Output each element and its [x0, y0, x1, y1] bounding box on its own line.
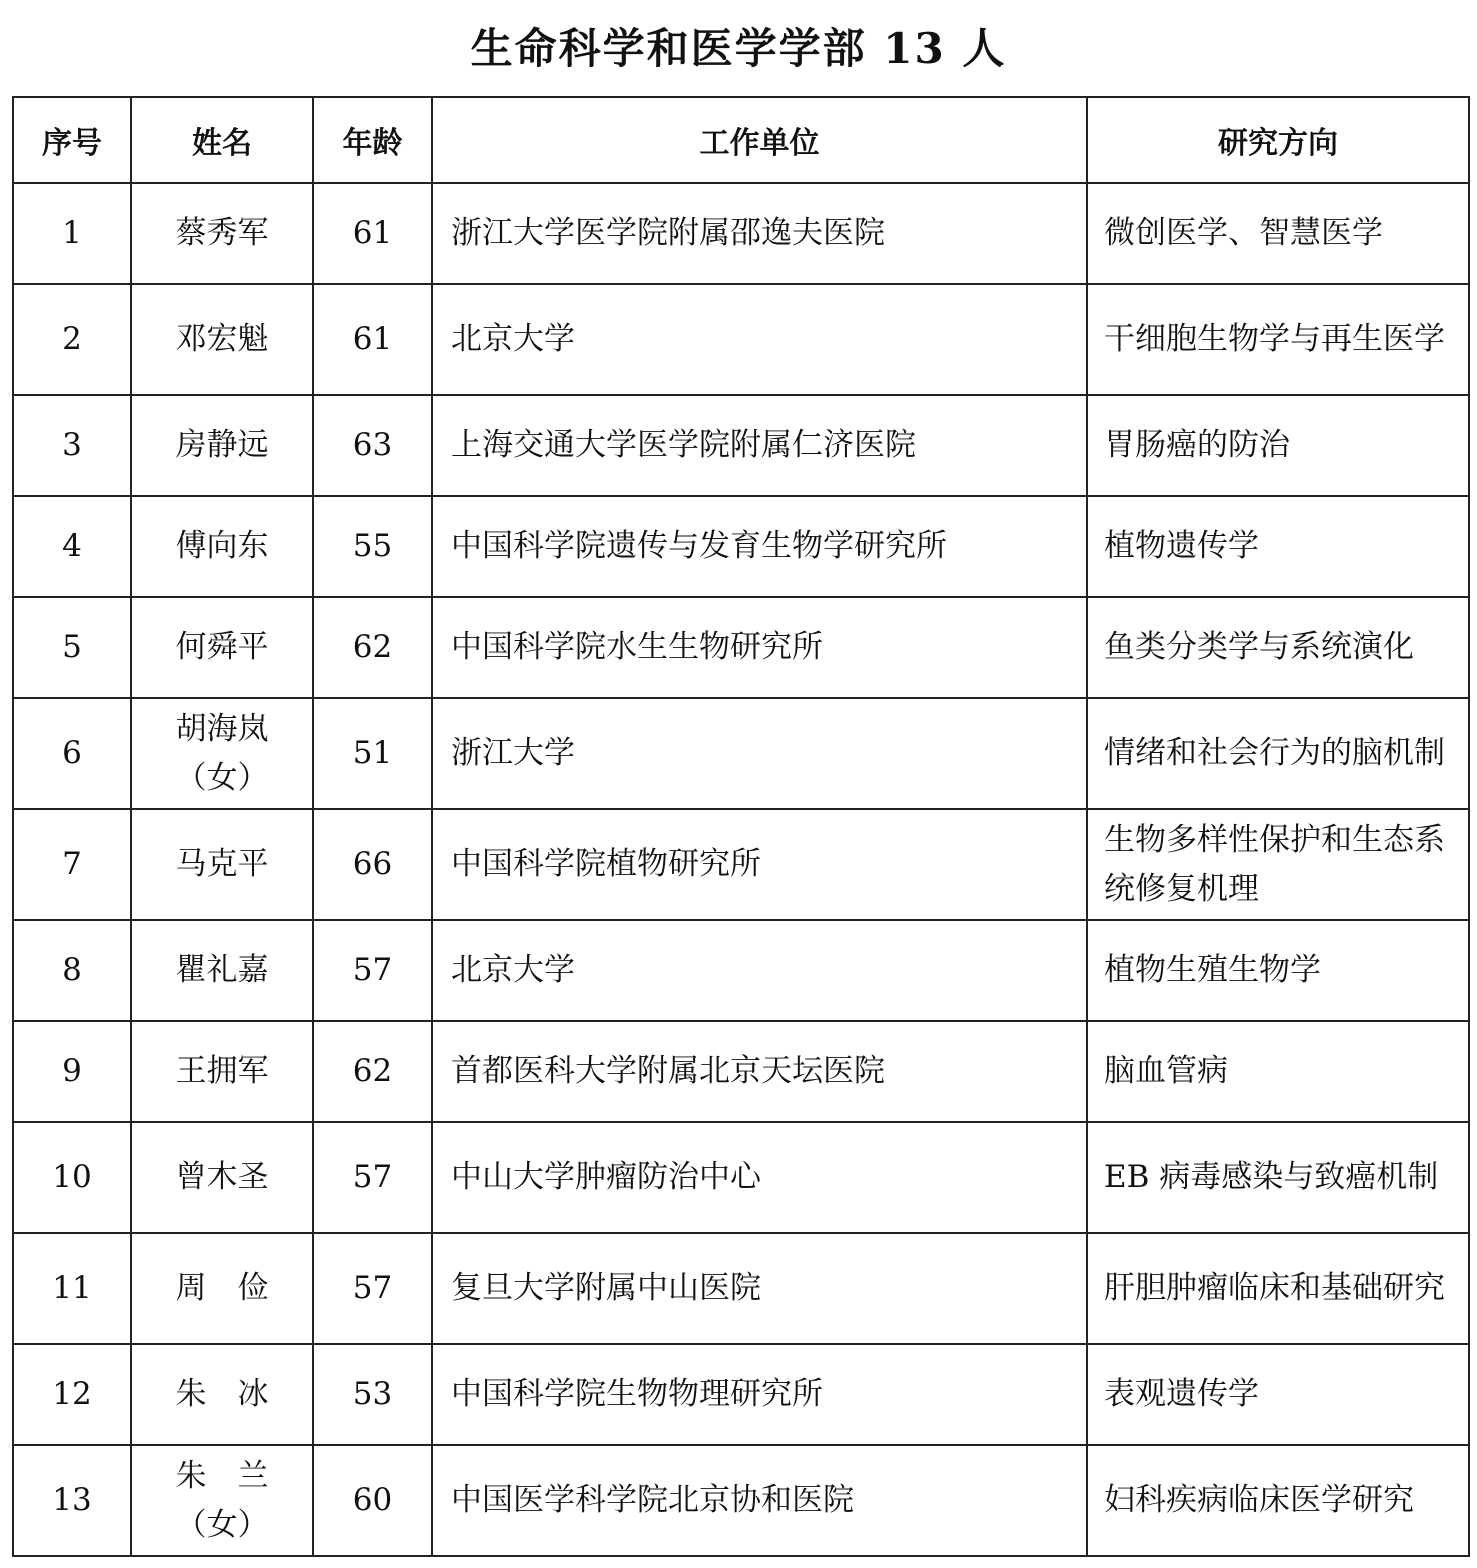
cell-no-text: 4 [62, 528, 82, 564]
cell-research-text: 妇科疾病临床医学研究 [1104, 1482, 1414, 1518]
cell-no-text: 2 [62, 321, 82, 357]
cell-no [13, 1233, 131, 1344]
cell-unit-text: 中国科学院水生生物研究所 [451, 629, 823, 665]
cell-no [13, 1344, 131, 1445]
cell-age [313, 809, 432, 920]
cell-age [313, 284, 432, 395]
cell-name-text: 瞿礼嘉 [175, 952, 269, 988]
table-row [13, 1233, 1469, 1344]
cell-age-text: 57 [352, 1270, 393, 1306]
cell-age-text: 63 [352, 427, 393, 463]
cell-unit-text: 浙江大学 [451, 735, 575, 771]
table-row [13, 597, 1469, 698]
cell-no-text: 3 [62, 427, 82, 463]
cell-no-text: 1 [62, 215, 82, 251]
cell-no [13, 920, 131, 1021]
table-row [13, 920, 1469, 1021]
cell-name [131, 496, 313, 597]
cell-name [131, 1344, 313, 1445]
cell-age-text: 57 [352, 952, 393, 988]
cell-research [1087, 920, 1469, 1021]
cell-age [313, 698, 432, 809]
table-row [13, 1021, 1469, 1122]
cell-unit [432, 284, 1087, 395]
cell-name-text: 周 俭 [175, 1270, 269, 1306]
cell-unit [432, 1445, 1087, 1556]
cell-name [131, 597, 313, 698]
table-row [13, 284, 1469, 395]
cell-name-text: 马克平 [175, 846, 269, 882]
cell-unit [432, 920, 1087, 1021]
cell-name [131, 1445, 313, 1556]
cell-age [313, 1122, 432, 1233]
cell-unit [432, 597, 1087, 698]
cell-age-text: 55 [352, 528, 393, 564]
cell-unit [432, 183, 1087, 284]
cell-research-text: 植物遗传学 [1104, 528, 1259, 564]
cell-name-text: 邓宏魁 [175, 321, 269, 357]
cell-age-text: 53 [352, 1376, 393, 1412]
cell-age-text: 62 [352, 629, 393, 665]
cell-name-text: 房静远 [175, 427, 269, 463]
cell-unit [432, 496, 1087, 597]
cell-age-text: 61 [352, 215, 393, 251]
cell-age [313, 1233, 432, 1344]
cell-research [1087, 809, 1469, 920]
cell-no [13, 395, 131, 496]
cell-name [131, 284, 313, 395]
cell-age-text: 60 [352, 1482, 393, 1518]
cell-no-text: 6 [62, 735, 82, 771]
cell-no [13, 1021, 131, 1122]
cell-unit [432, 1122, 1087, 1233]
column-header-name: 姓名 [131, 97, 313, 183]
column-header-research: 研究方向 [1087, 97, 1469, 183]
cell-research-text: 肝胆肿瘤临床和基础研究 [1104, 1270, 1445, 1306]
table-row [13, 1122, 1469, 1233]
cell-no-text: 13 [52, 1482, 92, 1518]
cell-age-text: 51 [352, 735, 393, 771]
cell-research-text: 鱼类分类学与系统演化 [1104, 629, 1414, 665]
cell-no [13, 284, 131, 395]
cell-name-text: 何舜平 [175, 629, 269, 665]
cell-research-text: 生物多样性保护和生态系统修复机理 [1104, 821, 1445, 907]
cell-age [313, 597, 432, 698]
cell-name [131, 920, 313, 1021]
cell-name [131, 1122, 313, 1233]
cell-unit-text: 首都医科大学附属北京天坛医院 [451, 1053, 885, 1089]
cell-no [13, 183, 131, 284]
cell-age [313, 1021, 432, 1122]
table-body [13, 183, 1469, 1556]
cell-no-text: 11 [52, 1270, 92, 1306]
cell-unit-text: 浙江大学医学院附属邵逸夫医院 [451, 215, 885, 251]
cell-no-text: 8 [62, 952, 82, 988]
cell-research-text: 脑血管病 [1104, 1053, 1228, 1089]
cell-research [1087, 1122, 1469, 1233]
cell-unit-text: 中国科学院植物研究所 [451, 846, 761, 882]
cell-age [313, 1445, 432, 1556]
column-header-age: 年龄 [313, 97, 432, 183]
cell-age [313, 395, 432, 496]
cell-name-note: （女） [175, 759, 269, 796]
cell-name-text: 王拥军 [175, 1053, 269, 1089]
cell-name-text: 傅向东 [175, 528, 269, 564]
cell-research-text: EB 病毒感染与致癌机制 [1104, 1159, 1439, 1195]
cell-unit-text: 北京大学 [451, 952, 575, 988]
cell-age-text: 57 [352, 1159, 393, 1195]
table-row [13, 496, 1469, 597]
cell-unit [432, 1344, 1087, 1445]
cell-research [1087, 597, 1469, 698]
cell-age-text: 62 [352, 1053, 393, 1089]
cell-age [313, 496, 432, 597]
cell-age [313, 1344, 432, 1445]
cell-age-text: 61 [352, 321, 393, 357]
cell-research-text: 情绪和社会行为的脑机制 [1104, 735, 1445, 771]
table-row [13, 1344, 1469, 1445]
cell-name-text: 蔡秀军 [175, 215, 269, 251]
cell-no [13, 1445, 131, 1556]
cell-unit-text: 复旦大学附属中山医院 [451, 1270, 761, 1306]
cell-age-text: 66 [352, 846, 393, 882]
cell-age [313, 183, 432, 284]
cell-name [131, 395, 313, 496]
cell-unit-text: 中国科学院生物物理研究所 [451, 1376, 823, 1412]
members-table [12, 96, 1470, 1557]
cell-no [13, 809, 131, 920]
column-header-unit: 工作单位 [432, 97, 1087, 183]
table-row [13, 395, 1469, 496]
cell-name [131, 809, 313, 920]
cell-name [131, 1021, 313, 1122]
cell-research-text: 表观遗传学 [1104, 1376, 1259, 1412]
cell-name [131, 183, 313, 284]
cell-unit [432, 1021, 1087, 1122]
table-row [13, 698, 1469, 809]
cell-unit-text: 中山大学肿瘤防治中心 [451, 1159, 761, 1195]
table-row [13, 183, 1469, 284]
table-row [13, 1445, 1469, 1556]
cell-unit-text: 上海交通大学医学院附属仁济医院 [451, 427, 916, 463]
cell-no [13, 496, 131, 597]
cell-no [13, 698, 131, 809]
column-header-no: 序号 [13, 97, 131, 183]
cell-no-text: 10 [52, 1159, 92, 1195]
cell-name-text: 朱 冰 [175, 1376, 269, 1412]
cell-unit-text: 北京大学 [451, 321, 575, 357]
cell-research [1087, 183, 1469, 284]
cell-research [1087, 284, 1469, 395]
cell-name-text: 胡海岚 [175, 710, 269, 747]
page-title: 生命科学和医学学部 13 人 [470, 24, 1007, 73]
cell-age [313, 920, 432, 1021]
table-header-row [13, 97, 1469, 183]
cell-unit [432, 395, 1087, 496]
cell-no [13, 597, 131, 698]
cell-name-note: （女） [175, 1506, 269, 1543]
cell-research [1087, 1233, 1469, 1344]
cell-research [1087, 698, 1469, 809]
cell-name [131, 698, 313, 809]
cell-unit [432, 698, 1087, 809]
cell-no-text: 5 [62, 629, 82, 665]
cell-research-text: 胃肠癌的防治 [1104, 427, 1290, 463]
cell-name-text: 曾木圣 [175, 1159, 269, 1195]
cell-research [1087, 496, 1469, 597]
cell-no [13, 1122, 131, 1233]
cell-no-text: 7 [62, 846, 82, 882]
cell-research [1087, 1344, 1469, 1445]
cell-no-text: 12 [52, 1376, 92, 1412]
cell-no-text: 9 [62, 1053, 82, 1089]
cell-unit-text: 中国医学科学院北京协和医院 [451, 1482, 854, 1518]
cell-research-text: 植物生殖生物学 [1104, 952, 1321, 988]
cell-unit-text: 中国科学院遗传与发育生物学研究所 [451, 528, 947, 564]
table-row [13, 809, 1469, 920]
cell-name [131, 1233, 313, 1344]
cell-unit [432, 1233, 1087, 1344]
cell-research-text: 干细胞生物学与再生医学 [1104, 321, 1445, 357]
cell-unit [432, 809, 1087, 920]
cell-research [1087, 395, 1469, 496]
cell-research [1087, 1021, 1469, 1122]
cell-name-text: 朱 兰 [175, 1457, 269, 1494]
cell-research-text: 微创医学、智慧医学 [1104, 215, 1383, 251]
cell-research [1087, 1445, 1469, 1556]
